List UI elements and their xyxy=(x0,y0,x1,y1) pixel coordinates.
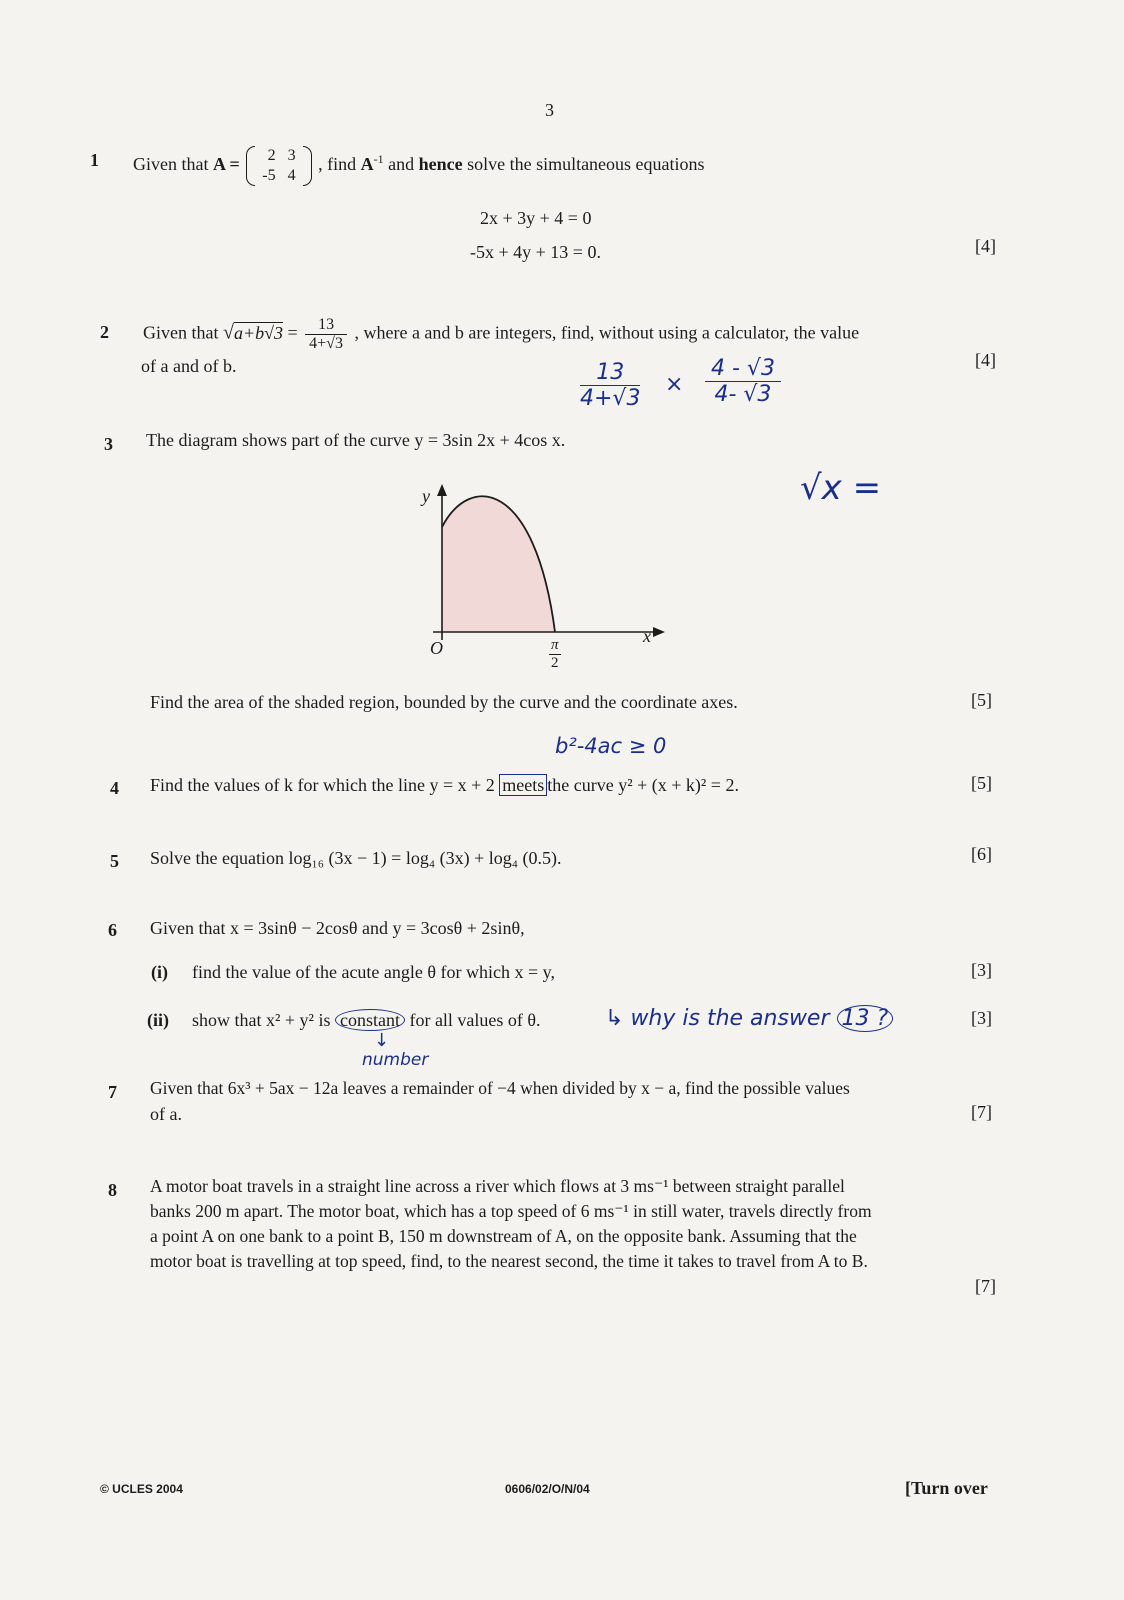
page-number: 3 xyxy=(545,100,554,120)
handwritten-denominator: 4- √3 xyxy=(714,382,772,407)
q4-text-b: the curve y² + (x + k)² = 2. xyxy=(547,775,739,795)
q6-handwritten-down-arrow-icon: ↓ xyxy=(374,1030,390,1051)
q1-text-d: solve the simultaneous equations xyxy=(467,154,705,175)
q4-text-a: Find the values of k for which the line y = x + 2 xyxy=(150,775,495,795)
handwritten-answer-circled: 13 ? xyxy=(837,1005,894,1032)
question-5-number: 5 xyxy=(110,851,119,871)
q3-text-b: Find the area of the shaded region, bounded by the curve and the coordinate axes. xyxy=(150,692,738,712)
question-8-number: 8 xyxy=(108,1180,117,1200)
q7-text-a: Given that 6x³ + 5ax − 12a leaves a remainder of −4 when divided by x − a, find the possible values xyxy=(150,1078,850,1098)
q1-equation-1: 2x + 3y + 4 = 0 xyxy=(480,208,592,228)
handwritten-numerator: 4 - √3 xyxy=(705,356,781,382)
q6-ii-text-b: for all values of θ. xyxy=(409,1010,541,1030)
handwritten-question-text: why is the answer xyxy=(630,1006,830,1031)
square-root-icon: √ xyxy=(222,321,234,344)
q2-equals: = xyxy=(287,322,298,343)
q1-inverse-label: A xyxy=(360,154,374,175)
q3-text: The diagram shows part of the curve y = 3sin 2x + 4cos x. xyxy=(146,430,566,450)
diagram-x-label: x xyxy=(643,626,651,646)
q6-part-i-label: (i) xyxy=(151,962,168,982)
q2-radicand: a+b√3 xyxy=(233,322,283,343)
q6-ii-text-a: show that x² + y² is xyxy=(192,1010,331,1030)
q1-matrix xyxy=(246,146,311,186)
question-4-prompt xyxy=(150,775,739,796)
q6-part-ii-label: (ii) xyxy=(147,1010,169,1030)
q6-handwritten-number: number xyxy=(362,1050,429,1070)
q2-handwritten-times: × xyxy=(665,372,684,397)
q2-handwritten-fraction-2 xyxy=(705,356,781,407)
matrix-cell: 2 xyxy=(267,147,276,164)
q6-part-ii-mark: [3] xyxy=(971,1008,992,1028)
q2-text-b: , where a and b are integers, find, without using a calculator, the value xyxy=(354,322,860,343)
q2-text-a: Given that xyxy=(143,322,219,343)
q8-line-4: motor boat is travelling at top speed, find, to the nearest second, the time it takes to travel from A to B. xyxy=(150,1251,868,1271)
q5-text: Solve the equation log₁₆ (3x − 1) = log₄ (3x) + log₄ (0.5). xyxy=(150,848,562,868)
handwritten-denominator: 4+√3 xyxy=(580,386,641,411)
q2-fraction-denominator: 4+√3 xyxy=(309,335,343,352)
q6-ii-constant-circled: constant xyxy=(335,1009,405,1031)
q7-text-b: of a. xyxy=(150,1104,182,1124)
q1-text-a: Given that xyxy=(133,154,209,175)
matrix-cell: -5 xyxy=(262,167,276,184)
diagram-origin-label: O xyxy=(430,638,443,658)
footer-turn-over: [Turn over xyxy=(905,1478,988,1498)
q6-part-ii-prompt xyxy=(192,1010,541,1031)
diagram-pi-over-2-label xyxy=(549,637,561,672)
q6-part-i-text: find the value of the acute angle θ for which x = y, xyxy=(192,962,555,982)
q6-handwritten-question xyxy=(605,1006,893,1031)
question-1-prompt xyxy=(133,146,705,186)
footer-copyright: © UCLES 2004 xyxy=(100,1482,183,1496)
y-axis-arrow-icon xyxy=(437,484,447,496)
q5-mark: [6] xyxy=(971,844,992,864)
q1-hence: hence xyxy=(418,154,463,175)
question-2-number: 2 xyxy=(100,322,109,342)
q7-mark: [7] xyxy=(971,1102,992,1122)
q2-mark: [4] xyxy=(975,350,996,370)
q2-handwritten-fraction-1 xyxy=(580,360,640,411)
question-2-prompt xyxy=(143,316,859,353)
q8-line-2: banks 200 m apart. The motor boat, which has a top speed of 6 ms⁻¹ in still water, travels directly from xyxy=(150,1201,872,1221)
q3-handwritten-note: √x = xyxy=(800,468,882,508)
question-7-number: 7 xyxy=(108,1082,117,1102)
question-4-number: 4 xyxy=(110,778,119,798)
question-3-number: 3 xyxy=(104,434,113,454)
handwritten-arrow-icon: ↳ xyxy=(605,1006,624,1031)
q1-equation-2: -5x + 4y + 13 = 0. xyxy=(470,242,601,262)
q4-mark: [5] xyxy=(971,773,992,793)
q8-line-3: a point A on one bank to a point B, 150 m downstream of A, on the opposite bank. Assuming that the xyxy=(150,1226,857,1246)
q6-text: Given that x = 3sinθ − 2cosθ and y = 3cosθ + 2sinθ, xyxy=(150,918,525,938)
q8-mark: [7] xyxy=(975,1276,996,1296)
shaded-region xyxy=(442,496,555,632)
diagram-y-label: y xyxy=(422,486,430,506)
q1-mark: [4] xyxy=(975,236,996,256)
question-1-number: 1 xyxy=(90,150,99,170)
q2-fraction xyxy=(305,316,347,353)
pi-numerator: π xyxy=(551,637,559,653)
q1-inverse-exponent: -1 xyxy=(373,152,384,167)
q6-part-i-mark: [3] xyxy=(971,960,992,980)
matrix-cell: 4 xyxy=(287,167,296,184)
pi-denominator: 2 xyxy=(551,655,559,671)
q4-meets-boxed: meets xyxy=(499,774,547,796)
question-6-number: 6 xyxy=(108,920,117,940)
q3-mark: [5] xyxy=(971,690,992,710)
footer-paper-code: 0606/02/O/N/04 xyxy=(505,1482,590,1496)
q2-fraction-numerator: 13 xyxy=(305,316,347,335)
q4-handwritten-note: b²-4ac ≥ 0 xyxy=(555,734,667,758)
q1-text-b: , find xyxy=(318,154,357,175)
matrix-cell: 3 xyxy=(287,147,296,164)
q2-text-c: of a and of b. xyxy=(141,356,237,376)
q3-curve-diagram xyxy=(415,480,675,665)
handwritten-numerator: 13 xyxy=(580,360,640,386)
q1-text-c: and xyxy=(388,154,415,175)
q8-line-1: A motor boat travels in a straight line across a river which flows at 3 ms⁻¹ between straight parallel xyxy=(150,1176,845,1196)
q1-matrix-label: A = xyxy=(212,154,240,175)
x-axis-arrow-icon xyxy=(653,627,665,637)
